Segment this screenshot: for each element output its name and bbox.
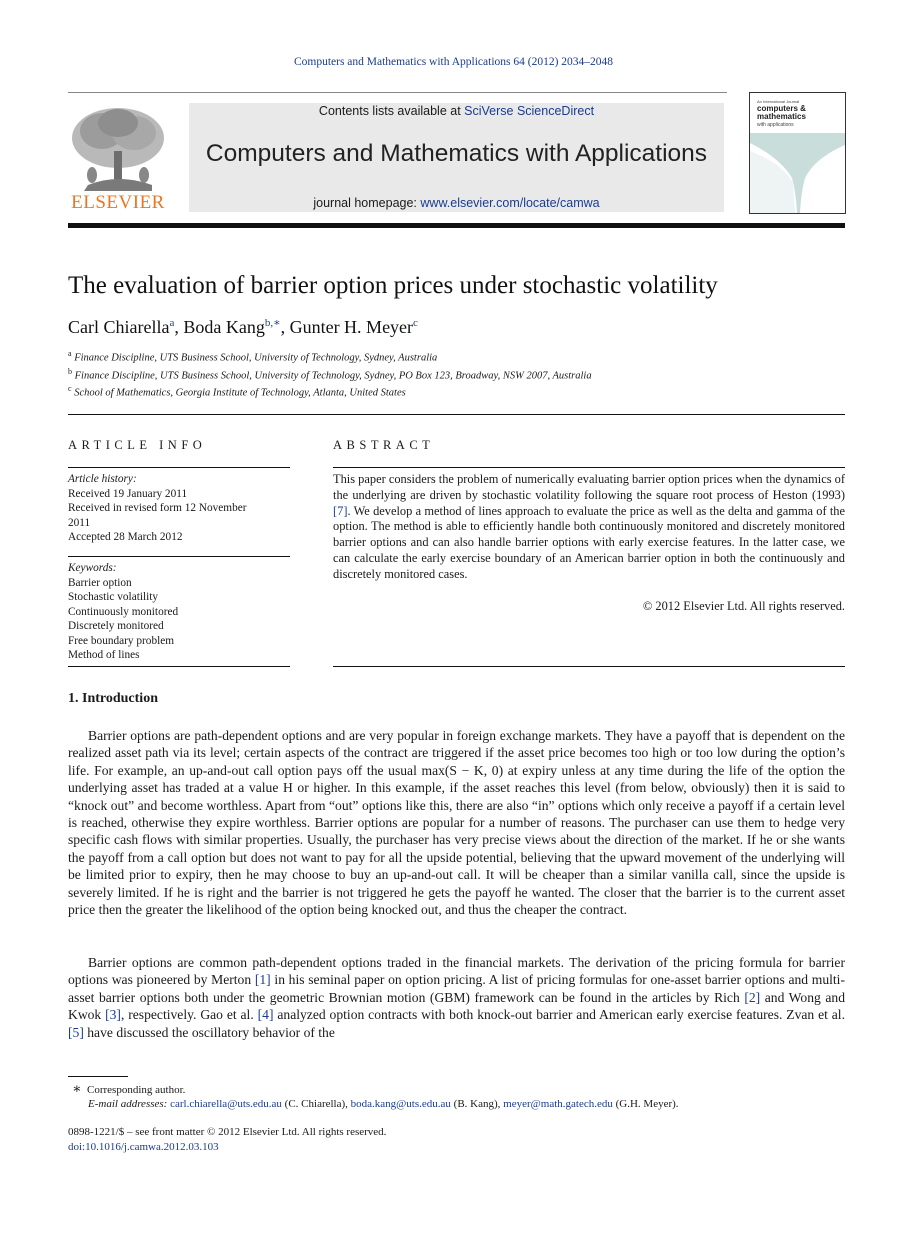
contents-prefix: Contents lists available at	[318, 104, 465, 118]
keywords	[68, 561, 290, 663]
affiliation-mark: a	[68, 349, 72, 358]
email-label: E-mail addresses:	[88, 1098, 168, 1110]
author-name[interactable]: Carl Chiarella	[68, 317, 170, 337]
paragraph-text: Barrier options are common path-dependent options traded in the financial markets. The derivation of the pricing formula for barrier options was pioneered by Merton	[68, 955, 845, 988]
history-item: 2011	[68, 516, 91, 529]
header-thick-rule	[68, 223, 845, 228]
citation-link[interactable]: [5]	[68, 1024, 84, 1040]
affiliation-mark: c	[68, 384, 72, 393]
section-heading: 1. Introduction	[68, 691, 158, 706]
email-link[interactable]: boda.kang@uts.edu.au	[350, 1098, 451, 1110]
abstract-copyright: © 2012 Elsevier Ltd. All rights reserved.	[642, 599, 845, 613]
affiliation-mark: b	[68, 367, 72, 376]
issn-line: 0898-1221/$ – see front matter © 2012 Elsevier Ltd. All rights reserved.	[68, 1126, 387, 1138]
author-affiliation-mark[interactable]: b,∗	[264, 317, 281, 329]
paragraph-text: in his seminal paper on option pricing. A list of pricing formulas for one-asset barrier options and multi-asset barrier options both under the geometric Brownian motion (GBM) framework can be found in the articles by Rich	[68, 972, 845, 1005]
doi-link[interactable]: doi:10.1016/j.camwa.2012.03.103	[68, 1141, 219, 1153]
article-title: The evaluation of barrier option prices under stochastic volatility	[68, 272, 718, 299]
abstract-text-part: This paper considers the problem of numerically evaluating barrier option prices when the dynamics of the underlying are driven by stochastic volatility following the square root process of Heston (1993)	[333, 472, 845, 502]
author-name[interactable]: Boda Kang	[183, 317, 265, 337]
affiliation-rule	[68, 414, 845, 415]
citation-link[interactable]: [4]	[257, 1007, 274, 1023]
citation-link[interactable]: [2]	[744, 989, 761, 1005]
history-item: Accepted 28 March 2012	[68, 531, 183, 543]
affiliation-text: Finance Discipline, UTS Business School, University of Technology, Sydney, PO Box 123, Broadway, NSW 2007, Australia	[74, 370, 592, 382]
keyword-item: Stochastic volatility	[68, 591, 159, 603]
cover-wave-icon	[750, 133, 845, 213]
keyword-item: Method of lines	[68, 649, 140, 661]
email-addresses	[88, 1098, 679, 1110]
journal-cover[interactable]	[749, 92, 846, 214]
paragraph-text: , respectively. Gao et al.	[120, 1007, 258, 1023]
article-history	[68, 472, 290, 545]
cover-title-1: computers &	[757, 104, 806, 113]
keyword-item: Discretely monitored	[68, 620, 164, 632]
footnote-star: ∗	[72, 1082, 82, 1097]
cover-title-3: with applications	[757, 122, 794, 128]
affiliation-text: School of Mathematics, Georgia Institute of Technology, Atlanta, United States	[74, 387, 406, 399]
keyword-item: Free boundary problem	[68, 634, 175, 647]
keyword-item: Barrier option	[68, 576, 132, 589]
abstract-rule	[333, 467, 845, 468]
author-affiliation-mark[interactable]: c	[413, 317, 418, 329]
keywords-label: Keywords:	[68, 562, 117, 574]
journal-title: Computers and Mathematics with Applications	[205, 140, 708, 167]
citation-link[interactable]: [3]	[105, 1007, 121, 1023]
author-separator: ,	[174, 317, 184, 337]
email-link[interactable]: meyer@math.gatech.edu	[503, 1098, 613, 1110]
cover-title-2: mathematics	[757, 112, 806, 121]
affiliation-text: Finance Discipline, UTS Business School, University of Technology, Sydney, Australia	[74, 352, 438, 364]
abstract-text	[333, 472, 845, 583]
article-info-rule	[68, 467, 290, 468]
contents-line	[189, 104, 724, 118]
corresponding-author-note	[72, 1081, 185, 1098]
email-owner: (C. Chiarella),	[281, 1098, 351, 1110]
affiliation	[68, 384, 406, 399]
sciencedirect-link[interactable]: SciVerse ScienceDirect	[464, 104, 595, 118]
author-separator: ,	[280, 317, 290, 337]
elsevier-logo[interactable]	[68, 103, 168, 213]
body-paragraph	[68, 954, 845, 1041]
history-item: Received in revised form 12 November	[68, 502, 247, 514]
abstract-heading: ABSTRACT	[333, 438, 435, 452]
affiliation	[68, 367, 592, 382]
body-paragraph: Barrier options are path-dependent options and are very popular in foreign exchange markets. They have a payoff that is dependent on the realized asset path via its level; certain aspects of the contract are triggered if the asset price becomes too high or too low during the option’s life. For example, an up-and-out call option pays off the usual max(S − K, 0) at expiry unless at any time during the life of the option the underlying asset has traded at a value H or higher. In this example, if the asset reaches this level (from below, obviously) then it is said to “knock out” and become worthless. Apart from “out” options like this, there are also “in” options which only receive a payoff if a certain level is reached, otherwise they expire worthless. Barrier options are popular for a number of reasons. The purchaser can use them to hedge very specific cash flows with similar properties. Usually, the purchaser has very precise views about the direction of the market. If he or she wants the payoff from a call option but does not want to pay for all the upside potential, believing that the upward movement of the underlying will be limited prior to expiry, then he may choose to buy an up-and-out call. It will be cheaper than a similar vanilla call, since the upside is severely limited. If he is right and the barrier is not triggered he gets the payoff he wanted. The closer that the barrier is to the current asset price then the greater the likelihood of the option being knocked out, and thus the cheaper the contract.	[68, 728, 845, 918]
article-info-heading: ARTICLE INFO	[68, 438, 207, 452]
corresponding-label: Corresponding author.	[87, 1084, 186, 1096]
affiliation	[68, 349, 437, 364]
author-affiliation-mark[interactable]: a	[169, 317, 175, 329]
history-item: Received 19 January 2011	[68, 487, 188, 500]
header-rule	[68, 92, 727, 93]
email-owner: (G.H. Meyer).	[612, 1098, 679, 1110]
email-link[interactable]: carl.chiarella@uts.edu.au	[170, 1098, 282, 1110]
history-label: Article history:	[68, 473, 137, 485]
paragraph-text: and Wong and Kwok	[68, 989, 845, 1023]
homepage-link[interactable]: www.elsevier.com/locate/camwa	[420, 196, 600, 210]
author-list	[68, 316, 418, 338]
article-info-bottom-rule	[68, 666, 290, 667]
abstract-bottom-rule	[333, 666, 845, 667]
cover-subtitle: An International Journal	[757, 99, 800, 104]
publisher-wordmark: ELSEVIER	[71, 192, 165, 213]
paragraph-text: analyzed option contracts with both knock-out barrier and American early exercise features. Zvan et al.	[273, 1007, 845, 1023]
footnote-rule	[68, 1076, 128, 1077]
homepage-line	[189, 196, 724, 210]
email-owner: (B. Kang),	[450, 1098, 504, 1110]
citation-link[interactable]: [1]	[254, 972, 271, 988]
keywords-rule	[68, 556, 290, 557]
keyword-item: Continuously monitored	[68, 605, 179, 618]
paragraph-text: have discussed the oscillatory behavior of the	[83, 1024, 335, 1040]
homepage-prefix: journal homepage:	[313, 196, 421, 210]
citation-link[interactable]: [7]	[333, 503, 348, 518]
author-name[interactable]: Gunter H. Meyer	[289, 317, 414, 337]
abstract-text-part: . We develop a method of lines approach to evaluate the price as well as the delta and gamma of the option. The method is able to efficiently handle both continuously monitored and discretely monitored barrier options and can also handle barrier options with early exercise features. In the latter case, we can calculate the early exercise boundary of an American barrier option in both the continuously and discretely monitored cases.	[333, 503, 845, 581]
journal-reference[interactable]: Computers and Mathematics with Applications 64 (2012) 2034–2048	[293, 56, 614, 68]
